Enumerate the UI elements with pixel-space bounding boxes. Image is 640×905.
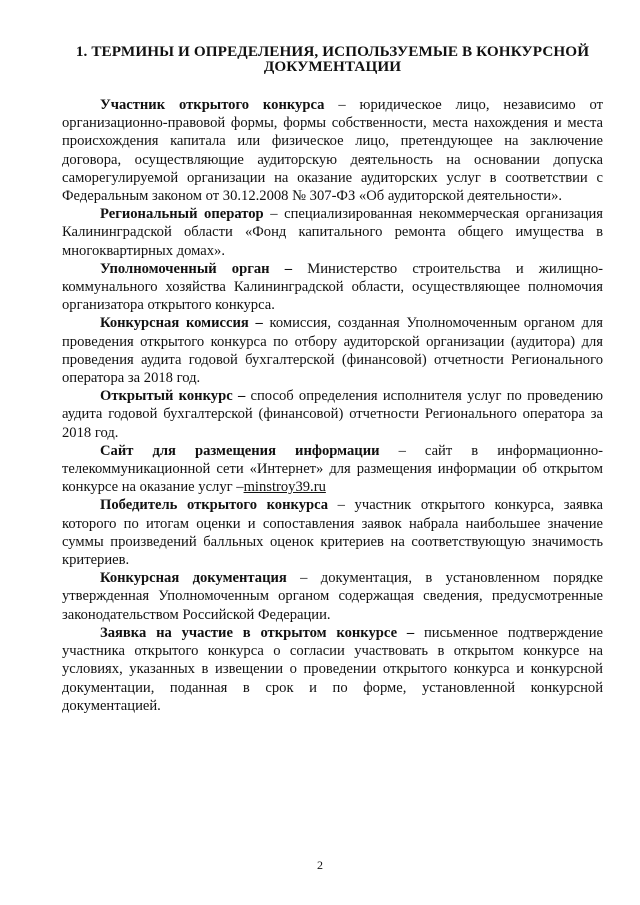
definition-participant (62, 96, 603, 205)
definition-website (62, 442, 603, 497)
definition-commission (62, 314, 603, 387)
definition-term: Заявка на участие в открытом конкурсе – (100, 624, 415, 641)
document-page (62, 44, 603, 715)
definition-text: Министерство строительства и жилищно-коммунального хозяйства Калининградской области, осуществляющее полномочия организатора открытого конкурса. (62, 260, 603, 314)
definition-term: Участник открытого конкурса (100, 97, 325, 113)
definition-tender-documentation (62, 569, 603, 624)
definition-term: Региональный оператор (100, 206, 264, 223)
definition-text: способ определения исполнителя услуг по проведению аудита годовой бухгалтерской (финансовой) отчетности Регионального оператора за 2018 год. (62, 388, 603, 441)
definition-authorized-body (62, 260, 603, 315)
definition-term: Конкурсная документация (100, 570, 287, 587)
definition-text: – юридическое лицо, независимо от организационно-правовой формы, формы собственности, места нахождения и места происхождения капитала или физическое лицо, претендующее на заключение договора, осуществляющие аудиторскую деятельность на основании допуска саморегулируемой организации на оказание аудиторских услуг в соответствии с Федеральным законом от 30.12.2008 № 307-ФЗ «Об аудиторской деятельности». (62, 97, 603, 205)
definition-text: – участник открытого конкурса, заявка которого по итогам оценки и сопоставления заявок набрала наибольшее значение суммы произведений балльных оценок критериев на соответствующую значимость критериев. (62, 497, 603, 569)
page-number: 2 (317, 858, 323, 872)
definition-regional-operator (62, 205, 603, 260)
definition-term: Сайт для размещения информации (100, 442, 380, 459)
definition-text: – документация, в установленном порядке утвержденная Уполномоченным органом содержащая сведения, предусмотренные законодательством Российской Федерации. (62, 570, 603, 623)
definition-term: Победитель открытого конкурса (100, 497, 329, 514)
definition-winner (62, 496, 603, 569)
section-title: 1. ТЕРМИНЫ И ОПРЕДЕЛЕНИЯ, ИСПОЛЬЗУЕМЫЕ В КОНКУРСНОЙ ДОКУМЕНТАЦИИ (75, 43, 590, 75)
definition-application (62, 624, 603, 715)
website-link[interactable]: minstroy39.ru (243, 479, 326, 496)
definition-term: Уполномоченный орган – (100, 260, 293, 277)
definition-text: комиссия, созданная Уполномоченным органом для проведения открытого конкурса по отбору аудиторской организации (аудитора) для проведения аудита годовой бухгалтерской (финансовой) отчетности Регионального оператора за 2018 год. (62, 315, 603, 387)
definition-term: Конкурсная комиссия – (100, 315, 263, 332)
definition-term: Открытый конкурс – (100, 388, 246, 405)
definition-open-tender (62, 387, 603, 442)
definition-text: – специализированная некоммерческая организация Калининградской области «Фонд капитального ремонта общего имущества в многоквартирных домах». (62, 206, 603, 259)
definition-text: – сайт в информационно-телекоммуникационной сети «Интернет» для размещения информации об открытом конкурсе на оказание услуг – (62, 442, 603, 496)
definition-text: письменное подтверждение участника открытого конкурса о согласии участвовать в открытом конкурсе на условиях, указанных в извещении о проведении открытого конкурса и конкурсной документации, поданная в срок и по форме, установленной конкурсной документацией. (62, 624, 603, 714)
